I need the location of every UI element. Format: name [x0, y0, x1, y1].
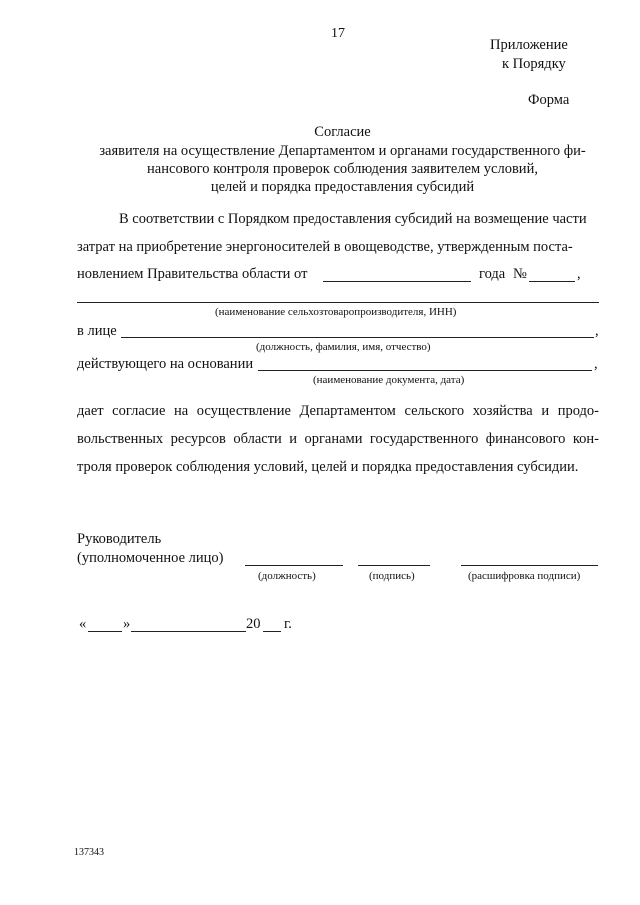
date-year-field[interactable] — [263, 631, 281, 632]
title-line-1: заявителя на осуществление Департаментом и органами государственного фи- — [99, 143, 586, 159]
para1-number-sign: № — [513, 266, 527, 282]
form-label: Форма — [528, 92, 570, 108]
resolution-number-field[interactable] — [529, 281, 575, 282]
appendix-subtitle: к Порядку — [502, 56, 566, 72]
in-person-caption: (должность, фамилия, имя, отчество) — [256, 341, 431, 353]
basis-caption: (наименование документа, дата) — [313, 374, 465, 386]
para2-line-1: дает согласие на осуществление Департаментом сельского хозяйства и продо- — [77, 403, 599, 419]
para1-line-3-start: новлением Правительства области от — [77, 266, 308, 282]
page-number: 17 — [331, 26, 345, 41]
in-person-field[interactable] — [121, 337, 594, 338]
signature-field[interactable] — [358, 565, 430, 566]
basis-field[interactable] — [258, 370, 592, 371]
position-caption: (должность) — [258, 570, 316, 582]
date-year-suffix: г. — [284, 616, 292, 632]
para1-year-label: года — [479, 266, 506, 282]
date-open-quote: « — [79, 616, 87, 632]
para2-line-2: вольственных ресурсов области и органами государственного финансового кон- — [77, 431, 599, 447]
head-label: Руководитель — [77, 531, 162, 547]
title-line-3: целей и порядка предоставления субсидий — [210, 179, 475, 195]
date-month-field[interactable] — [131, 631, 246, 632]
document-code: 137343 — [74, 847, 104, 858]
in-person-label: в лице — [77, 323, 117, 339]
date-close-quote: » — [123, 616, 131, 632]
para1-line-2: затрат на приобретение энергоносителей в овощеводстве, утвержденным поста- — [77, 239, 573, 255]
para1-comma: , — [577, 266, 581, 282]
producer-caption: (наименование сельхозтоваропроизводителя, ИНН) — [215, 306, 457, 318]
para2-line-3: троля проверок соблюдения условий, целей и порядка предоставления субсидии. — [77, 459, 579, 475]
in-person-comma: , — [595, 323, 599, 339]
signature-decoding-field[interactable] — [461, 565, 598, 566]
decoding-caption: (расшифровка подписи) — [468, 570, 581, 582]
document-title: Согласие — [314, 124, 371, 140]
date-day-field[interactable] — [88, 631, 122, 632]
basis-comma: , — [594, 356, 598, 372]
position-field[interactable] — [245, 565, 343, 566]
appendix-title: Приложение — [490, 37, 568, 53]
title-line-2: нансового контроля проверок соблюдения заявителем условий, — [147, 161, 538, 177]
para1-line-1: В соответствии с Порядком предоставления субсидий на возмещение части — [119, 211, 587, 227]
authorized-person-label: (уполномоченное лицо) — [77, 550, 224, 566]
resolution-date-field[interactable] — [323, 281, 471, 282]
signature-caption: (подпись) — [369, 570, 415, 582]
date-century: 20 — [246, 616, 261, 632]
producer-name-field[interactable] — [77, 302, 599, 303]
basis-label: действующего на основании — [77, 356, 254, 372]
